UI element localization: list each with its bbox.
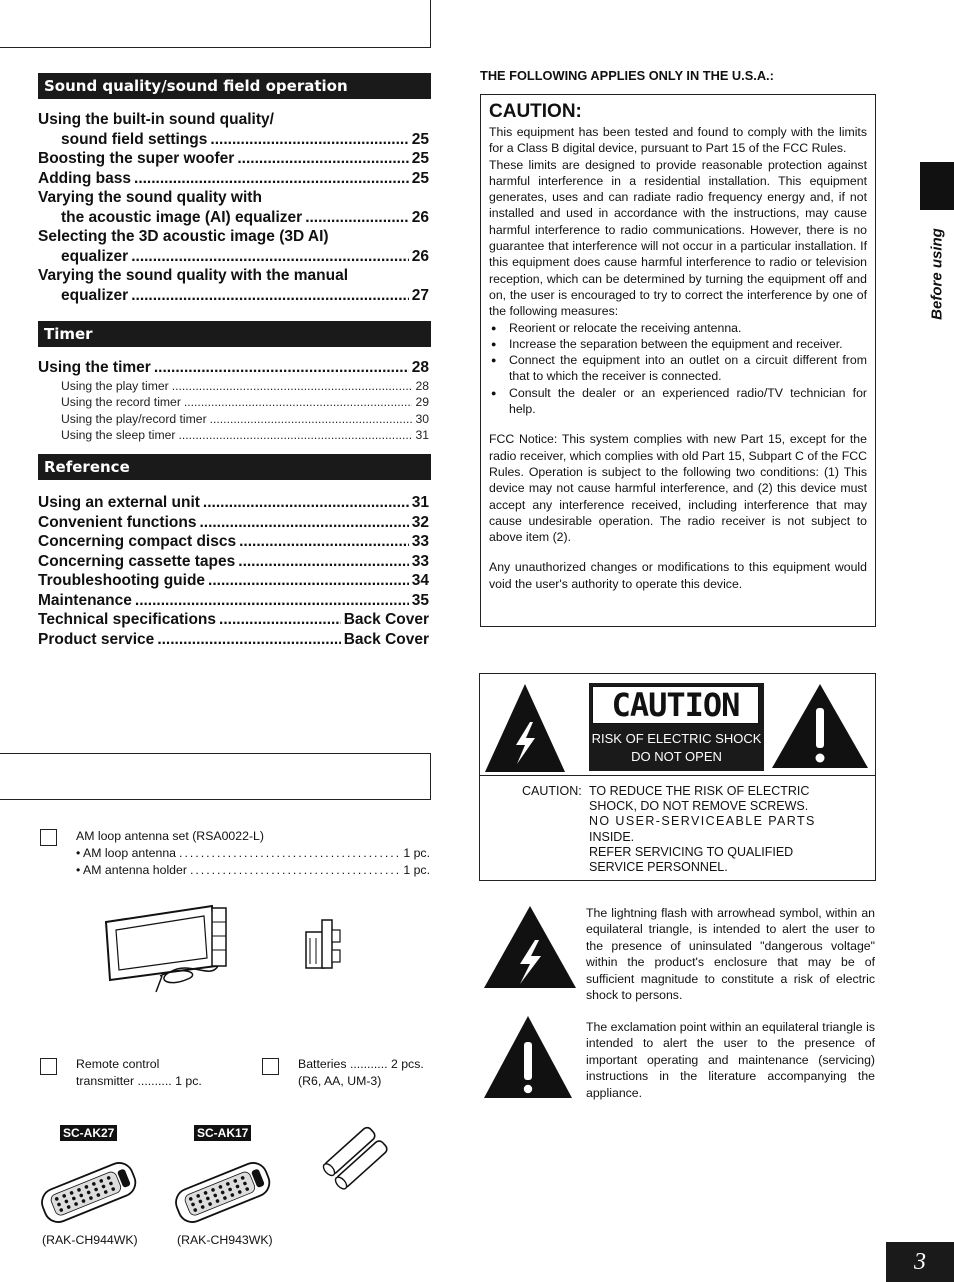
caution-label-line1: RISK OF ELECTRIC SHOCK [591, 731, 762, 746]
lightning-symbol-text: The lightning flash with arrowhead symbol, within an equilateral triangle, is intended to alert the user to the presence of uninsulated "dangerous voltage" within the product's enclosure that may be of sufficient magnitude to constitute a risk of electric shock to persons. [586, 906, 875, 1003]
lightning-warning-icon [483, 682, 567, 774]
caution-title: CAUTION: [489, 101, 582, 122]
caution-label-title: CAUTION [592, 686, 759, 724]
toc-entry: equalizer ..... 26 [38, 247, 429, 267]
caution-label-line2: DO NOT OPEN [631, 749, 722, 764]
caution-label-panel [589, 683, 764, 771]
toc-entry: Selecting the 3D acoustic image (3D AI) [38, 228, 329, 245]
toc-sound-list [38, 110, 429, 305]
toc-timer-list [38, 358, 429, 444]
fcc-caution-box [480, 94, 876, 627]
list-item: ● Consult the dealer or an experienced radio/TV technician for help. [489, 385, 867, 418]
changes-notice: Any unauthorized changes or modifications to this equipment would void the user's authority to operate this device. [489, 560, 867, 591]
toc-entry: Troubleshooting guide ..... 34 [38, 571, 429, 591]
exclamation-symbol-icon [482, 1014, 574, 1100]
section-heading: Timer [44, 325, 93, 343]
toc-entry: Convenient functions ..... 32 [38, 513, 429, 533]
toc-entry: Adding bass ..... 25 [38, 169, 429, 189]
toc-entry: Concerning cassette tapes ..... 33 [38, 552, 429, 572]
remote-checkbox [40, 1058, 57, 1075]
top-header-box [0, 0, 431, 48]
accessories-header-box [0, 753, 431, 800]
toc-entry: Varying the sound quality with [38, 189, 262, 206]
toc-entry: equalizer ..... 27 [38, 286, 429, 306]
section-bar-sound [38, 73, 431, 99]
toc-subentry: Using the sleep timer ..... 31 [38, 427, 429, 444]
remote-control-illustration-a [32, 1152, 142, 1230]
section-heading: Sound quality/sound field operation [44, 77, 348, 95]
side-tab-block [920, 162, 954, 210]
antenna-set-label: AM loop antenna set (RSA0022-L) [76, 829, 264, 843]
toc-entry: Using an external unit ..... 31 [38, 493, 429, 513]
remote-label: Remote control transmitter .......... 1 pc. [76, 1057, 202, 1088]
toc-entry: the acoustic image (AI) equalizer ..... 26 [38, 208, 429, 228]
batteries-illustration [318, 1122, 398, 1192]
list-item: ● Reorient or relocate the receiving antenna. [489, 320, 867, 336]
part-number-a: (RAK-CH944WK) [42, 1233, 138, 1247]
model-tag-a: SC-AK27 [60, 1125, 117, 1141]
toc-entry: Using the built-in sound quality/ [38, 111, 274, 128]
antenna-holder-illustration [298, 916, 348, 976]
list-item: ● Increase the separation between the equipment and receiver. [489, 336, 867, 352]
toc-entry: Varying the sound quality with the manual [38, 267, 349, 284]
usa-notice-heading: THE FOLLOWING APPLIES ONLY IN THE U.S.A.: [480, 68, 774, 83]
part-number-b: (RAK-CH943WK) [177, 1233, 273, 1247]
toc-entry: Concerning compact discs ..... 33 [38, 532, 429, 552]
batteries-label: Batteries ........... 2 pcs. (R6, AA, UM-3) [298, 1057, 424, 1088]
toc-entry: sound field settings ..... 25 [38, 130, 429, 150]
antenna-item-row: • AM loop antenna ..... 1 pc. • AM antenna holder ..... 1 pc. [76, 845, 430, 878]
exclamation-warning-icon [770, 682, 870, 770]
section-bar-timer [38, 321, 431, 347]
toc-subentry: Using the play timer ..... 28 [38, 378, 429, 395]
shock-warning-box [479, 673, 876, 881]
page-number: 3 [886, 1242, 954, 1282]
warning-text: TO REDUCE THE RISK OF ELECTRIC SHOCK, DO NOT REMOVE SCREWS. NO USER-SERVICEABLE PARTS INSIDE. REFER SERVICING TO QUALIFIED SERVICE PERSONNEL. [589, 784, 816, 875]
toc-reference-list [38, 493, 429, 649]
toc-subentry: Using the play/record timer ..... 30 [38, 411, 429, 428]
toc-entry: Boosting the super woofer ..... 25 [38, 149, 429, 169]
fcc-notice: FCC Notice: This system complies with new Part 15, except for the radio receiver, which complies with old Part 15, Subpart C of the FCC Rules. Operation is subject to the following two conditions: (1) This device may not cause harmful interference, and (2) this device must accept any interference received, including interference that may cause undesirable operation. The radio receiver is not subject to above item (2). [489, 432, 867, 545]
warning-text-prefix: CAUTION: [522, 784, 582, 798]
measures-list [489, 320, 867, 418]
list-item: ● Connect the equipment into an outlet on a circuit different from that to which the receiver is connected. [489, 352, 867, 385]
toc-entry: Maintenance ..... 35 [38, 591, 429, 611]
section-bar-reference [38, 454, 431, 480]
side-tab-label: Before using [928, 228, 946, 320]
toc-entry: Technical specifications ..... Back Cover [38, 610, 429, 630]
remote-control-illustration-b [166, 1152, 276, 1230]
toc-subentry: Using the record timer ..... 29 [38, 394, 429, 411]
toc-entry: Product service ..... Back Cover [38, 630, 429, 650]
section-heading: Reference [44, 458, 130, 476]
antenna-checkbox [40, 829, 57, 846]
warning-divider [480, 775, 875, 776]
batteries-checkbox [262, 1058, 279, 1075]
am-loop-antenna-illustration [100, 900, 245, 995]
toc-entry: Using the timer ..... 28 [38, 358, 429, 378]
caution-para-2: These limits are designed to provide reasonable protection against harmful interference in a residential installation. This equipment generates, uses and can radiate radio frequency energy and, if not installed and used in accordance with the instructions, may cause harmful interference to radio communications. However, there is no guarantee that interference will not occur in a particular installation. If this equipment does cause harmful interference to radio or television reception, which can be determined by turning the equipment off and on, the user is encouraged to try to correct the interference by one of the following measures: [489, 157, 867, 319]
model-tag-b: SC-AK17 [194, 1125, 251, 1141]
lightning-symbol-icon [482, 904, 578, 990]
caution-para-1: This equipment has been tested and found to comply with the limits for a Class B digital device, pursuant to Part 15 of the FCC Rules. [489, 125, 867, 156]
exclamation-symbol-text: The exclamation point within an equilateral triangle is intended to alert the user to the presence of important operating and maintenance (servicing) instructions in the literature accompanying the appliance. [586, 1020, 875, 1100]
